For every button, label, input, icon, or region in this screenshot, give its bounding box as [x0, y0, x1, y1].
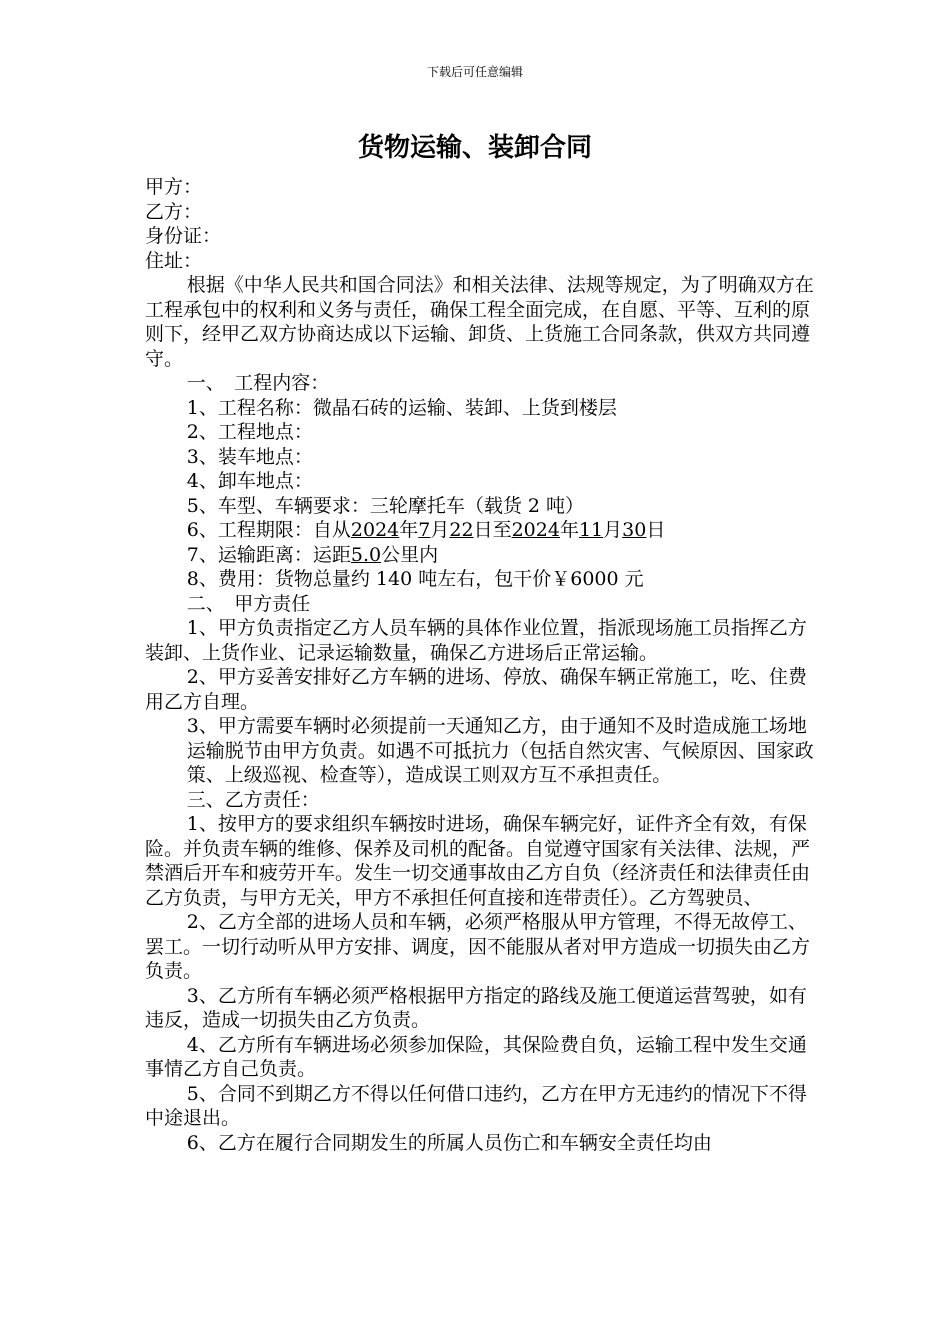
term-prefix: 6、工程期限：自从 — [186, 519, 351, 541]
distance-suffix: 公里内 — [381, 543, 439, 566]
section-1-item-8-fee: 8、费用：货物总量约 140 吨左右，包干价￥6000 元 — [186, 568, 644, 590]
section-3-item-4: 4、乙方所有车辆进场必须参加保险，其保险费自负，运输工程中发生交通事情乙方自己负责。 — [145, 1033, 807, 1080]
section-3-item-5: 5、合同不到期乙方不得以任何借口违约，乙方在甲方无违约的情况下不得中途退出。 — [145, 1082, 807, 1129]
id-card-line: 身份证： — [145, 225, 222, 247]
term-month-char: 月 — [603, 519, 623, 541]
section-1-item-3: 3、装车地点： — [186, 445, 313, 468]
section-1-item-1: 1、工程名称：微晶石砖的运输、装卸、上货到楼层 — [186, 396, 617, 419]
distance-prefix: 7、运输距离：运距 — [186, 543, 351, 566]
section-1-item-4: 4、卸车地点： — [186, 470, 313, 492]
term-day-char: 日至 — [473, 519, 512, 541]
document-title: 货物运输、装卸合同 — [357, 133, 592, 163]
term-month-char: 月 — [430, 519, 450, 541]
section-3-heading: 三、乙方责任： — [186, 788, 320, 811]
section-3-item-6: 6、乙方在履行合同期发生的所属人员伤亡和车辆安全责任均由 — [186, 1131, 712, 1154]
section-3-item-1: 1、按甲方的要求组织车辆按时进场，确保车辆完好，证件齐全有效，有保险。并负责车辆的维修、保养及司机的配备。自觉遵守国家有关法律、法规，严禁酒后开车和疲劳开车。发生一切交通事故由乙方自负（经济责任和法律责任由乙方负责，与甲方无关，甲方不承担任何直接和连带责任）。乙方驾驶员、 — [145, 813, 811, 909]
party-a-line: 甲方： — [145, 176, 203, 198]
term-start-day: 22 — [449, 519, 474, 541]
section-2-item-2: 2、甲方妥善安排好乙方车辆的进场、停放、确保车辆正常施工，吃、住费用乙方自理。 — [145, 666, 807, 713]
section-1-item-5: 5、车型、车辆要求：三轮摩托车（载货 2 吨） — [186, 494, 585, 517]
term-year-char: 年 — [399, 519, 419, 541]
section-1-item-2: 2、工程地点： — [186, 421, 313, 443]
section-3-item-3: 3、乙方所有车辆必须严格根据甲方指定的路线及施工便道运营驾驶，如有违反，造成一切损失由乙方负责。 — [145, 984, 807, 1031]
section-2-heading: 二、 甲方责任 — [186, 592, 311, 615]
document-body — [145, 175, 825, 1155]
term-end-day: 30 — [622, 519, 647, 541]
section-3-item-2: 2、乙方全部的进场人员和车辆，必须严格服从甲方管理，不得无故停工、罢工。一切行动听从甲方安排、调度，因不能服从者对甲方造成一切损失由乙方负责。 — [145, 911, 811, 982]
section-1-item-6-term — [145, 518, 825, 543]
party-b-line: 乙方： — [145, 200, 203, 223]
distance-value: 5.0 — [350, 543, 382, 566]
section-1-heading: 一、 工程内容： — [186, 372, 330, 394]
term-day-char: 日 — [646, 519, 666, 541]
preamble-paragraph: 根据《中华人民共和国合同法》和相关法律、法规等规定，为了明确双方在工程承包中的权利和义务与责任，确保工程全面完成，在自愿、平等、互利的原则下，经甲乙双方协商达成以下运输、卸货、上货施工合同条款，供双方共同遵守。 — [145, 274, 814, 370]
term-year-char: 年 — [559, 519, 579, 541]
section-2-item-1: 1、甲方负责指定乙方人员车辆的具体作业位置，指派现场施工员指挥乙方装卸、上货作业、记录运输数量，确保乙方进场后正常运输。 — [145, 617, 807, 664]
term-start-year: 2024 — [350, 519, 400, 541]
term-end-month: 11 — [578, 519, 604, 541]
term-end-year: 2024 — [511, 519, 560, 541]
term-start-month: 7 — [418, 519, 431, 541]
section-2-item-3: 3、甲方需要车辆时必须提前一天通知乙方，由于通知不及时造成施工场地运输脱节由甲方负责。如遇不可抵抗力（包括自然灾害、气候原因、国家政策、上级巡视、检查等），造成误工则双方互不承担责任。 — [186, 715, 814, 786]
address-line: 住址： — [145, 249, 203, 272]
section-1-item-7-distance — [145, 543, 825, 568]
page-header-note: 下载后可任意编辑 — [426, 65, 523, 79]
